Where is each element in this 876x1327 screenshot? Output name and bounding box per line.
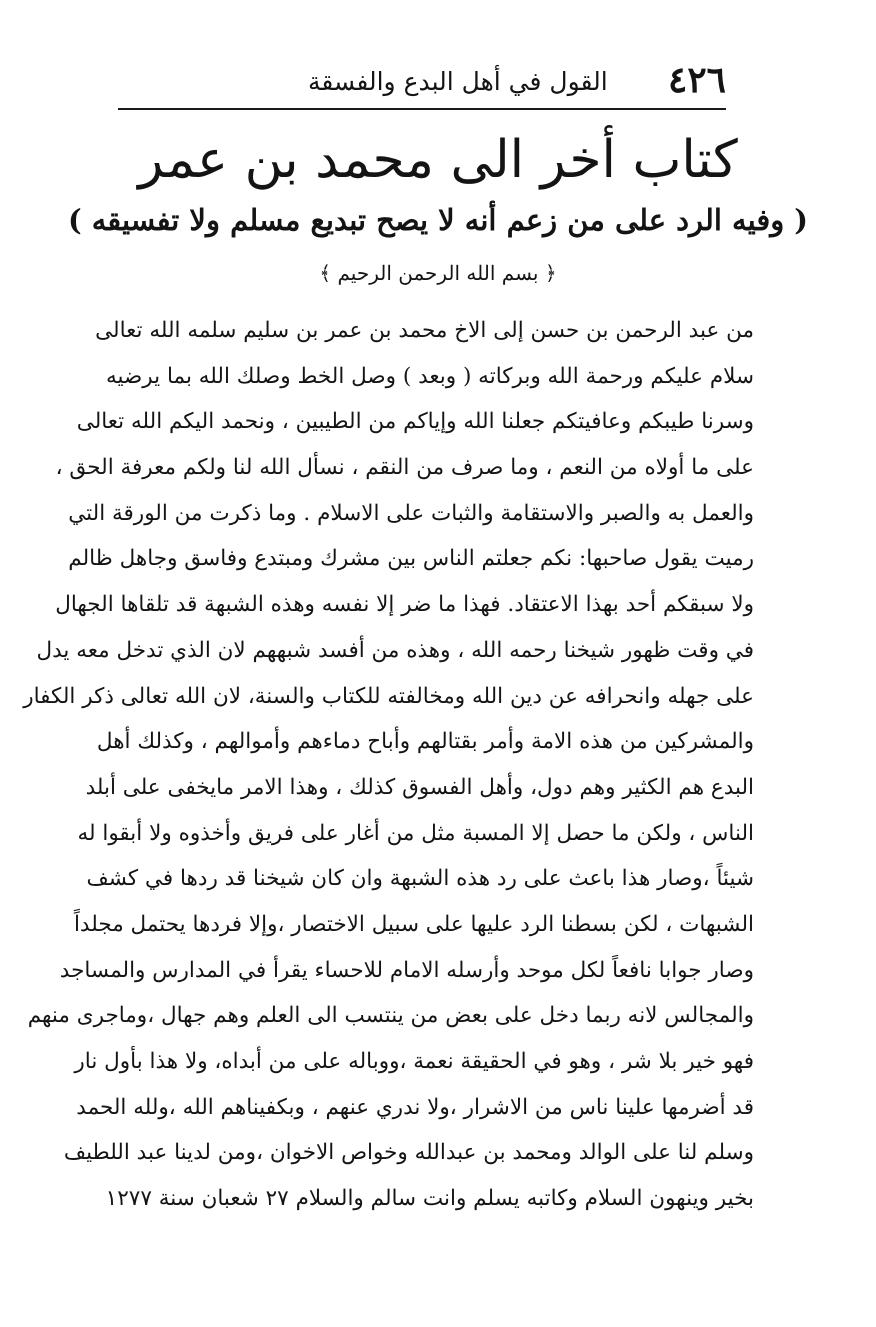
letter-body: [23, 308, 754, 1222]
text-line: والعمل به والصبر والاستقامة والثبات على الاسلام . وما ذكرت من الورقة التي: [68, 500, 754, 526]
text-line: ولا سبقكم أحد بهذا الاعتقاد. فهذا ما ضر إلا نفسه وهذه الشبهة قد تلقاها الجهال: [55, 592, 754, 618]
text-line: وصار جوابا نافعاً لكل موحد وأرسله الامام للاحساء يقرأ في المدارس والمساجد: [59, 957, 754, 983]
text-line: رميت يقول صاحبها: نكم جعلتم الناس بين مشرك ومبتدع وفاسق وجاهل ظالم: [68, 546, 754, 572]
text-line: بخير وينهون السلام وكاتبه يسلم وانت سالم والسلام ٢٧ شعبان سنة ١٢٧٧: [105, 1186, 754, 1212]
header-rule: [118, 108, 726, 110]
running-title: القول في أهل البدع والفسقة: [308, 67, 608, 96]
text-line: فهو خير بلا شر ، وهو في الحقيقة نعمة ،ووباله على من أبداه، ولا هذا بأول نار: [74, 1049, 754, 1074]
text-line: وسلم لنا على الوالد ومحمد بن عبدالله وخواص الاخوان ،ومن لدينا عبد اللطيف: [63, 1140, 754, 1166]
text-line: الشبهات ، لكن بسطنا الرد عليها على سبيل الاختصار ،وإلا فردها يحتمل مجلداً: [73, 911, 754, 937]
text-line: البدع هم الكثير وهم دول، وأهل الفسوق كذلك ، وهذا الامر مايخفى على أبلد: [85, 774, 754, 800]
text-line: وسرنا طيبكم وعافيتكم جعلنا الله وإياكم من الطيبين ، ونحمد اليكم الله تعالى: [76, 409, 754, 435]
text-line: قد أضرمها علينا ناس من الاشرار ،ولا ندري عنهم ، وبكفيناهم الله ،ولله الحمد: [76, 1094, 754, 1120]
page-number: ٤٢٦: [667, 59, 726, 101]
text-line: والمشركين من هذه الامة وأمر بقتالهم وأباح دماءهم وأموالهم ، وكذلك أهل: [96, 729, 754, 755]
chapter-subtitle: ( وفيه الرد على من زعم أنه لا يصح تبديع مسلم ولا تفسيقه ): [67, 203, 809, 237]
text-line: من عبد الرحمن بن حسن إلى الاخ محمد بن عمر بن سليم سلمه الله تعالى: [95, 318, 754, 343]
text-line: شيئاً ،وصار هذا باعث على رد هذه الشبهة وان كان شيخنا قد ردها في كشف: [86, 866, 754, 892]
text-line: في وقت ظهور شيخنا رحمه الله ، وهذه من أفسد شبههم لان الذي تدخل معه يدل: [36, 637, 754, 663]
text-line: والمجالس لانه ربما دخل على بعض من ينتسب الى العلم وهم جهال ،وماجرى منهم: [27, 1003, 754, 1029]
chapter-title: كتاب أخر الى محمد بن عمر: [138, 130, 738, 190]
text-line: سلام عليكم ورحمة الله وبركاته ( وبعد ) وصل الخط وصلك الله بما يرضيه: [106, 363, 754, 389]
text-line: على جهله وانحرافه عن دين الله ومخالفته للكتاب والسنة، لان الله تعالى ذكر الكفار: [23, 683, 754, 709]
text-line: على ما أولاه من النعم ، وما صرف من النقم ، نسأل الله لنا ولكم معرفة الحق ،: [55, 455, 754, 481]
running-head: [118, 58, 726, 106]
basmala: ﴿ بسم الله الرحمن الرحيم ﴾: [319, 261, 557, 285]
text-line: الناس ، ولكن ما حصل إلا المسبة مثل من أغار على فريق وأخذوه ولا أبقوا له: [77, 820, 754, 846]
